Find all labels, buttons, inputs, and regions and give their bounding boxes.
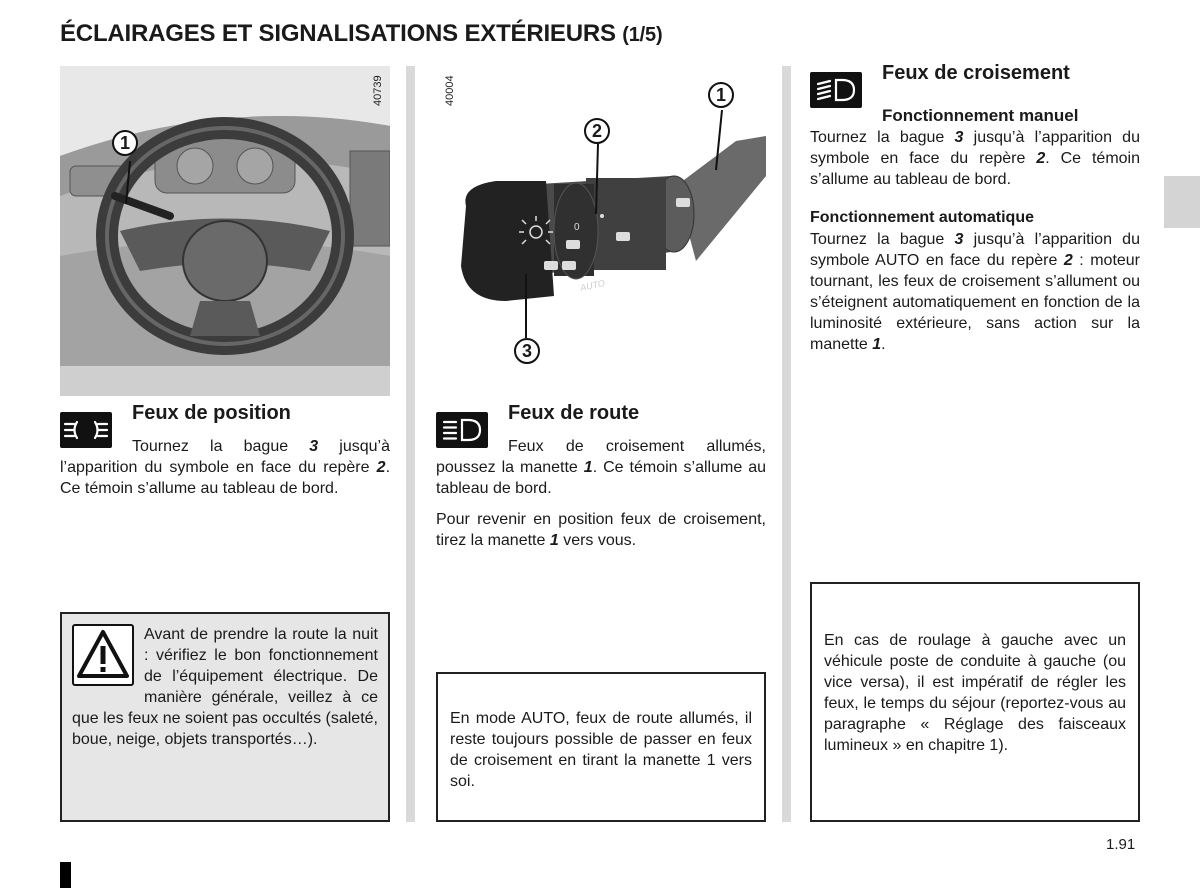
auto-mode-text: Tournez la bague 3 jusqu’à l’apparition du symbole AUTO en face du repère 2 : moteur tournant, les feux de croisement s’allument ou s’éteignent automatiquement en fonction de la luminosité extérieure, sans action sur la manette 1. [810, 231, 1141, 353]
position-lights-text: Tournez la bague 3 jusqu’à l’apparition du symbole en face du repère 2. Ce témoin s’allume au tableau de bord. [60, 438, 391, 497]
auto-mode-note-text: En mode AUTO, feux de route allumés, il reste toujours possible de passer en feux de croisement en tirant la manette 1 vers soi. [450, 710, 752, 790]
page-title-suffix: (1/5) [622, 24, 663, 46]
column-divider-right [782, 66, 791, 822]
low-beam-icon [810, 72, 862, 108]
warning-box [60, 612, 390, 822]
photo-reference: 40739 [372, 75, 384, 106]
dashboard-photo [60, 66, 390, 396]
stalk-reference: 40004 [444, 75, 456, 106]
manual-mode-text: Tournez la bague 3 jusqu’à l’apparition du symbole en face du repère 2. Ce témoin s’allume au tableau de bord. [810, 129, 1140, 188]
page-title-text: ÉCLAIRAGES ET SIGNALISATIONS EXTÉRIEURS [60, 20, 616, 47]
stalk-label-zero: 0 [574, 222, 580, 233]
page-corner-mark [60, 862, 71, 888]
photo-callout-1: 1 [112, 130, 138, 156]
manual-mode-title: Fonctionnement manuel [882, 106, 1079, 125]
left-drive-note [810, 582, 1140, 822]
high-beam-title: Feux de route [508, 402, 640, 424]
auto-mode-note [436, 672, 766, 822]
high-beam-text-2: Pour revenir en position feux de croisement, tirez la manette 1 vers vous. [436, 511, 766, 549]
stalk-diagram [436, 66, 766, 366]
page-number: 1.91 [1106, 836, 1136, 853]
auto-mode-title: Fonctionnement automatique [810, 209, 1034, 226]
chapter-tab [1164, 176, 1200, 228]
stalk-callout-1: 1 [708, 82, 734, 108]
column-divider-left [406, 66, 415, 822]
low-beam-title: Feux de croisement [882, 62, 1070, 84]
page-title [60, 20, 662, 48]
stalk-callout-3: 3 [514, 338, 540, 364]
stalk-callout-2: 2 [584, 118, 610, 144]
warning-text: Avant de prendre la route la nuit : vérifiez le bon fonctionnement de l’équipement électrique. De manière générale, veillez à ce que les feux ne soient pas occultés (saleté, boue, neige, objets transportés…). [72, 626, 378, 748]
high-beam-text-1: Feux de croisement allumés, poussez la manette 1. Ce témoin s’allume au tableau de bord. [436, 438, 767, 497]
stalk-label-auto: AUTO [579, 278, 606, 293]
position-lights-title: Feux de position [132, 402, 291, 424]
left-drive-note-text: En cas de roulage à gauche avec un véhicule poste de conduite à gauche (ou vice versa), il est impératif de régler les feux, le temps du séjour (reportez-vous au paragraphe « Réglage des faisceaux lumineux » en chapitre 1). [824, 632, 1126, 754]
